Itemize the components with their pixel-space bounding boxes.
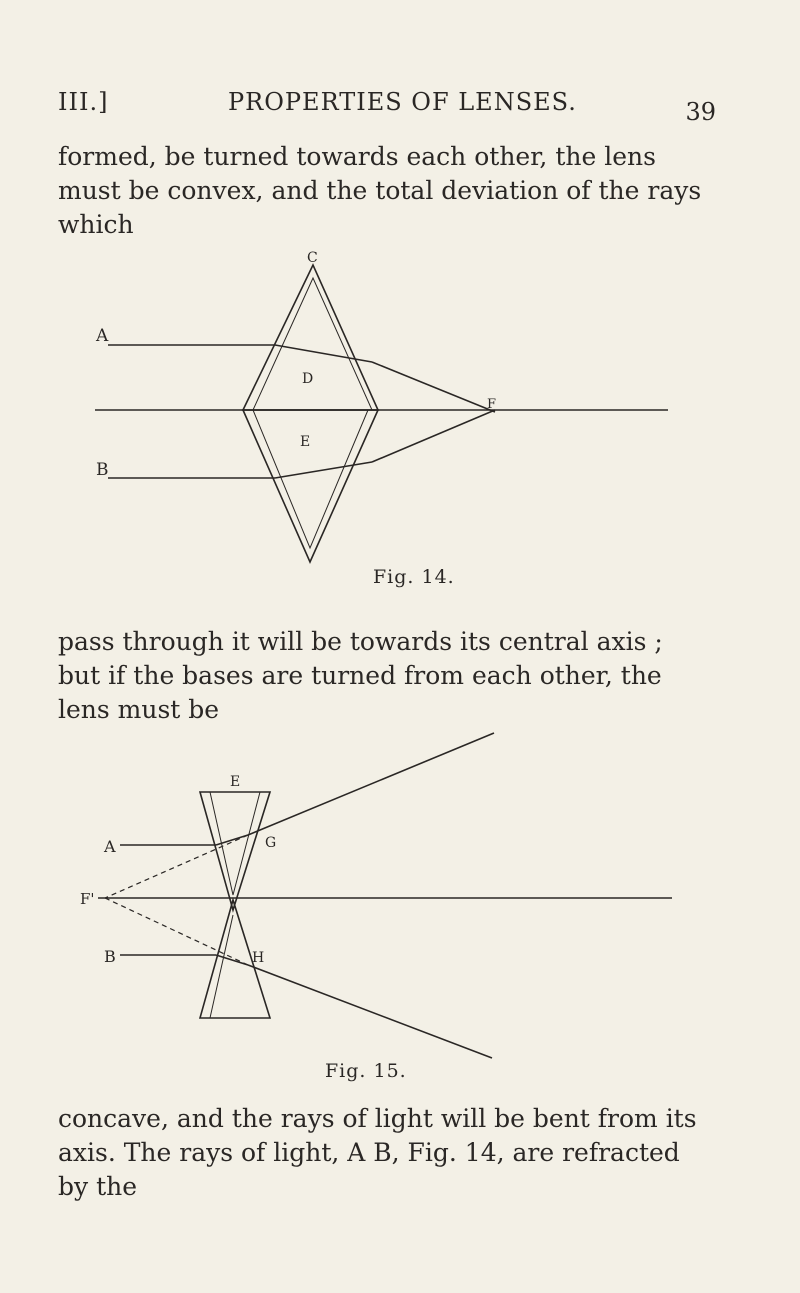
label-b: B — [104, 947, 116, 966]
label-f-prime: F' — [80, 890, 95, 908]
label-e: E — [300, 434, 311, 450]
running-title: PROPERTIES OF LENSES. — [228, 88, 577, 116]
chapter-number: III.] — [58, 88, 109, 116]
label-e: E — [230, 774, 241, 790]
label-f: F — [487, 397, 497, 412]
figure-14-caption: Fig. 14. — [373, 566, 455, 588]
label-a: A — [104, 837, 116, 856]
paragraph-1: formed, be turned towards each other, the lens must be convex, and the total deviation of the rays which — [58, 142, 702, 239]
diverging-ray-down — [248, 965, 492, 1058]
label-a: A — [96, 326, 109, 346]
page-number: 39 — [685, 98, 716, 126]
label-d: D — [302, 371, 314, 387]
paragraph-2: pass through it will be towards its central axis ; but if the bases are turned from each other, the lens must be — [58, 627, 663, 724]
label-h: H — [252, 950, 265, 966]
diverging-ray-up — [248, 733, 494, 835]
ray-b-inside — [216, 955, 248, 965]
upper-inverted-prism-inner — [210, 792, 260, 895]
figure-15-caption: Fig. 15. — [325, 1060, 407, 1082]
paragraph-3: concave, and the rays of light will be bent from its axis. The rays of light, A B, Fig. 14, are refracted by the — [58, 1104, 697, 1201]
label-b: B — [96, 460, 109, 480]
label-c: C — [307, 250, 318, 266]
label-g: G — [265, 835, 277, 851]
